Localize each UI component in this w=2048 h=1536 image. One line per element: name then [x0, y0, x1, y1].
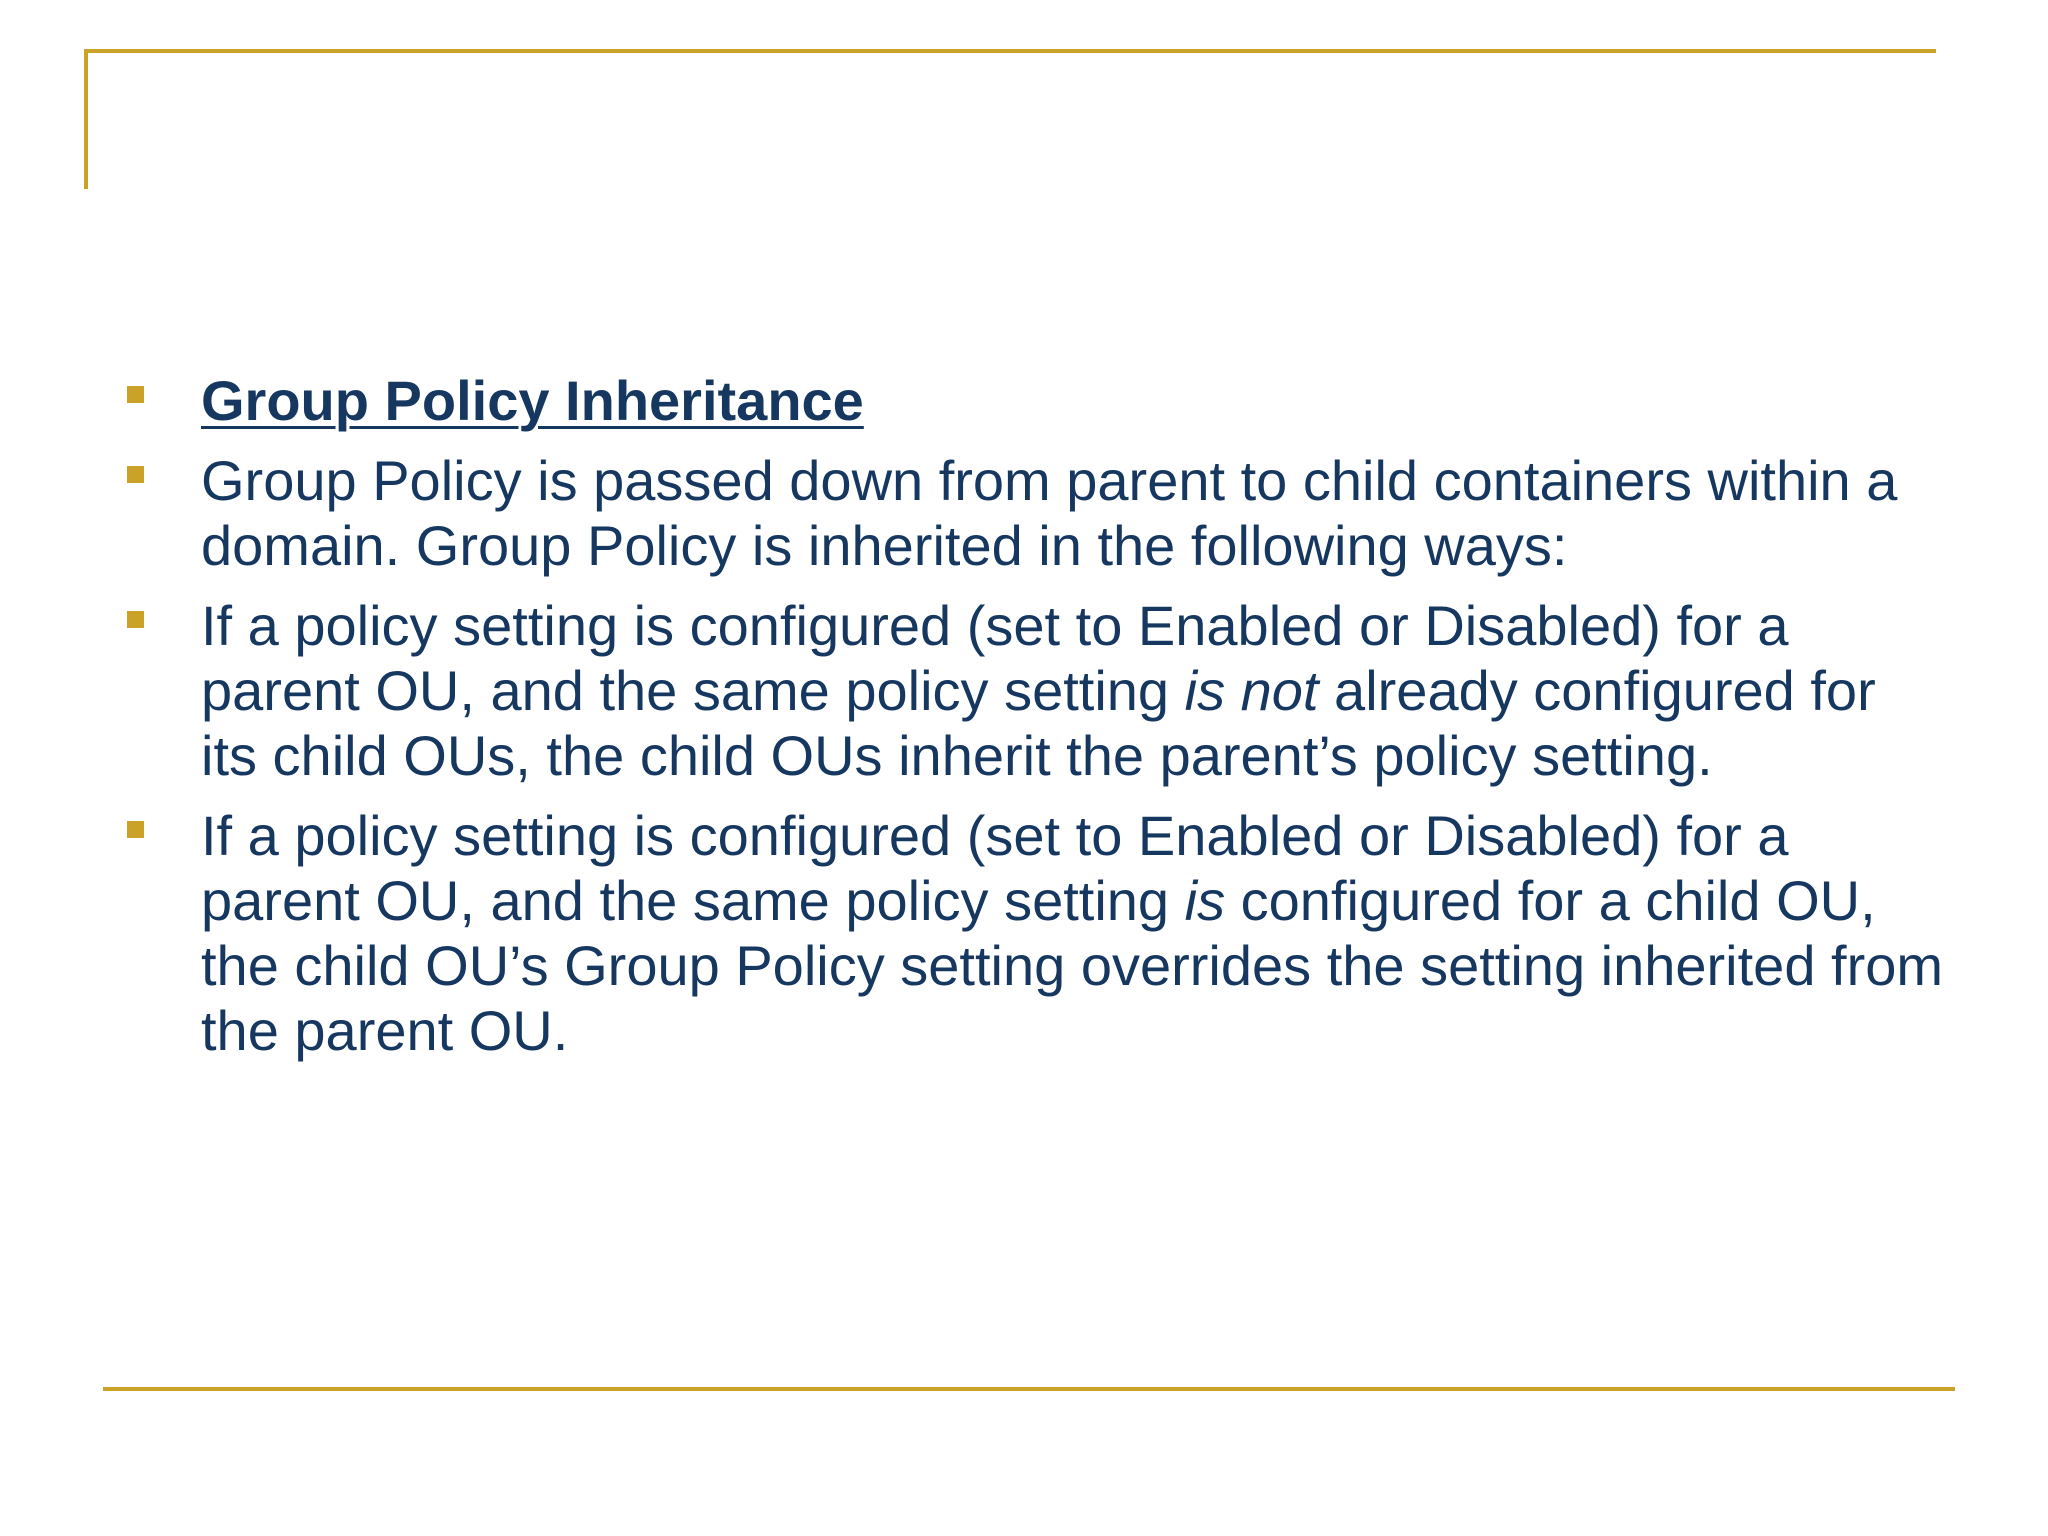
bullet-list [126, 368, 1946, 1078]
bullet-item-not-configured [126, 593, 1946, 788]
square-bullet-icon [127, 386, 144, 403]
square-bullet-icon [127, 821, 144, 838]
bullet-emphasis: is [1184, 869, 1226, 932]
bullet-text-after: configured for a child OU, the child OU’s Group Policy setting overrides the setting inherited from the parent OU. [201, 869, 1944, 1062]
bottom-border-line [103, 1387, 1955, 1391]
section-heading: Group Policy Inheritance [201, 369, 864, 432]
square-bullet-icon [127, 611, 144, 628]
square-bullet-icon [127, 466, 144, 483]
bullet-text-before: If a policy setting is configured (set to Enabled or Disabled) for a parent OU, and the same policy setting [201, 804, 1789, 932]
left-border-line [84, 49, 88, 189]
bullet-item-heading [126, 368, 1946, 433]
bullet-item-configured [126, 803, 1946, 1063]
top-border-line [84, 49, 1936, 53]
bullet-emphasis: is not [1184, 659, 1319, 722]
bullet-text-after: already configured for its child OUs, the child OUs inherit the parent’s policy setting. [201, 659, 1876, 787]
bullet-item-inheritance-overview [126, 448, 1946, 578]
bullet-text-before: If a policy setting is configured (set to Enabled or Disabled) for a parent OU, and the same policy setting [201, 594, 1789, 722]
bullet-text: Group Policy is passed down from parent to child containers within a domain. Group Policy is inherited in the following ways: [201, 449, 1898, 577]
